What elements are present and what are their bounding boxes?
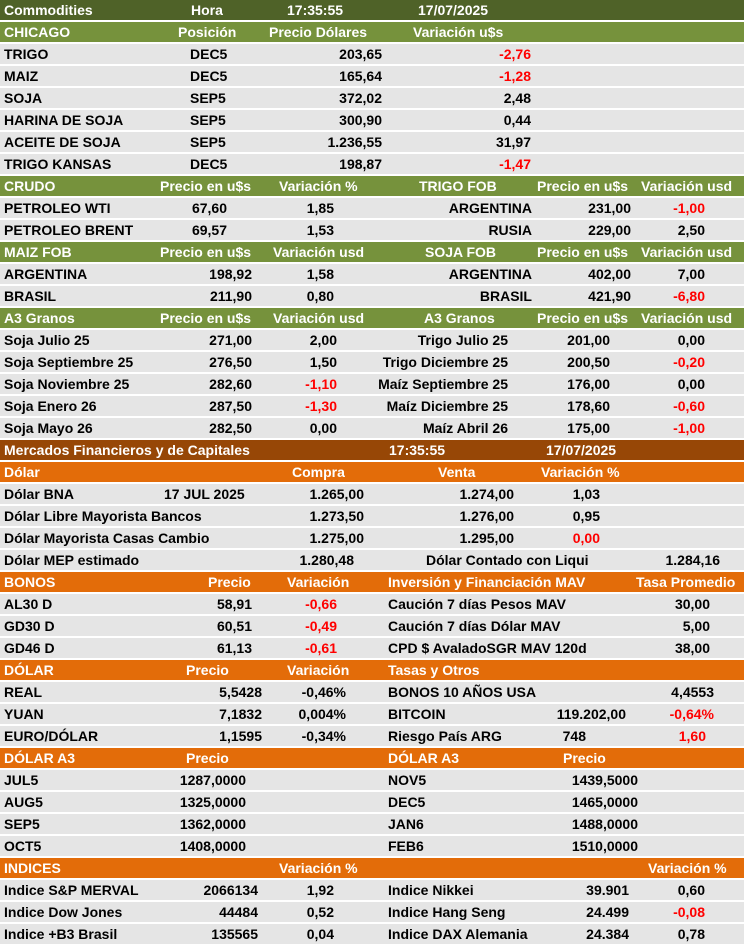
a3-right-name: Maíz Abril 26 — [422, 420, 508, 436]
chicago-col-position: Posición — [178, 24, 237, 40]
dolar-a3-left-price: 1362,0000 — [179, 816, 246, 832]
trigo-fob-variation: -1,00 — [673, 200, 705, 216]
bonos-title: BONOS — [4, 574, 56, 590]
index-right-variation: -0,08 — [673, 904, 705, 920]
commodity-price: 203,65 — [339, 46, 382, 62]
mercados-date: 17/07/2025 — [546, 442, 617, 458]
index-right-name: Indice DAX Alemania — [388, 926, 528, 942]
a3-right-name: Maíz Diciembre 25 — [386, 398, 508, 414]
mav-name: CPD $ AvaladoSGR MAV 120d — [388, 640, 587, 656]
table-row — [0, 396, 744, 417]
mercados-title: Mercados Financieros y de Capitales — [4, 442, 250, 458]
dolar-ccl-value: 1.284,16 — [665, 552, 720, 568]
a3-right-variation: -0,20 — [673, 354, 705, 370]
a3-left-title: A3 Granos — [4, 310, 75, 326]
index-right-value: 24.384 — [586, 926, 629, 942]
index-right-value: 24.499 — [586, 904, 629, 920]
soja-fob-price: 402,00 — [588, 266, 631, 282]
dolar-a3-right-price: 1439,5000 — [571, 772, 638, 788]
a3-left-variation: 0,00 — [309, 420, 337, 436]
trigo-fob-title: TRIGO FOB — [419, 178, 497, 194]
chicago-col-price: Precio Dólares — [269, 24, 368, 40]
a3-left-price: 271,00 — [209, 332, 252, 348]
dolar-a3-right-name: DEC5 — [388, 794, 426, 810]
divisa-variation: 0,004% — [298, 706, 346, 722]
commodity-position: DEC5 — [190, 68, 228, 84]
soja-fob-col-variation: Variación usd — [641, 244, 733, 260]
a3-right-variation: 0,00 — [677, 332, 705, 348]
maiz-fob-name: BRASIL — [4, 288, 57, 304]
commodity-variation: -1,47 — [499, 156, 531, 172]
divisa-variation: -0,34% — [301, 728, 346, 744]
mav-rate: 5,00 — [682, 618, 710, 634]
indices-col-variation-left: Variación % — [279, 860, 358, 876]
divisa-name: REAL — [4, 684, 43, 700]
dolar-a3-right-price: 1510,0000 — [571, 838, 638, 854]
maiz-fob-variation: 0,80 — [306, 288, 334, 304]
tasas-title: Tasas y Otros — [388, 662, 480, 678]
mav-rate: 30,00 — [674, 596, 710, 612]
dolar-bna-compra: 1.265,00 — [309, 486, 364, 502]
maiz-fob-price: 211,90 — [209, 288, 252, 304]
dolar-a3-left-name: OCT5 — [4, 838, 42, 854]
crudo-name: PETROLEO BRENT — [4, 222, 134, 238]
table-row — [0, 506, 744, 527]
a3-right-variation: -1,00 — [673, 420, 705, 436]
table-row — [0, 220, 744, 241]
divisa-name: YUAN — [4, 706, 44, 722]
soja-fob-name: ARGENTINA — [448, 266, 532, 282]
chicago-col-variation: Variación u$s — [413, 24, 504, 40]
index-left-value: 44484 — [219, 904, 258, 920]
dolar-a3-right-name: NOV5 — [388, 772, 427, 788]
index-left-variation: 0,04 — [306, 926, 334, 942]
commodity-position: SEP5 — [190, 112, 226, 128]
dolar-ccl-name: Dólar Contado con Liqui — [426, 552, 589, 568]
trigo-fob-variation: 2,50 — [677, 222, 705, 238]
trigo-fob-name: RUSIA — [488, 222, 532, 238]
crudo-variation: 1,53 — [306, 222, 334, 238]
dolar-title: Dólar — [4, 464, 40, 480]
divisas-title: DÓLAR — [4, 662, 54, 678]
indices-title: INDICES — [4, 860, 61, 876]
table-row — [0, 264, 744, 285]
dolar-libre-name: Dólar Libre Mayorista Bancos — [4, 508, 202, 524]
table-row — [0, 814, 744, 835]
soja-fob-price: 421,90 — [588, 288, 631, 304]
table-row — [0, 352, 744, 373]
table-row — [0, 616, 744, 637]
a3-right-price: 200,50 — [567, 354, 610, 370]
dolar-a3-left-name: SEP5 — [4, 816, 40, 832]
a3-left-name: Soja Mayo 26 — [4, 420, 93, 436]
crudo-title: CRUDO — [4, 178, 56, 194]
commodity-name: ACEITE DE SOJA — [4, 134, 121, 150]
index-left-variation: 0,52 — [306, 904, 334, 920]
commodity-price: 1.236,55 — [327, 134, 382, 150]
indices-header — [0, 858, 744, 879]
commodity-variation: 2,48 — [503, 90, 531, 106]
commodities-title: Commodities — [4, 2, 93, 18]
dolar-bna-name: Dólar BNA — [4, 486, 75, 502]
commodity-price: 372,02 — [339, 90, 382, 106]
header-time: 17:35:55 — [287, 2, 344, 18]
dolar-a3-right-name: JAN6 — [388, 816, 424, 832]
table-row — [0, 726, 744, 747]
commodity-variation: 0,44 — [503, 112, 531, 128]
maiz-fob-name: ARGENTINA — [4, 266, 88, 282]
bonos10-value: 4,4553 — [671, 684, 714, 700]
bitcoin-price: 119.202,00 — [556, 706, 626, 722]
bono-name: GD30 D — [4, 618, 55, 634]
a3-right-title: A3 Granos — [424, 310, 495, 326]
a3-left-variation: -1,10 — [305, 376, 337, 392]
index-left-value: 135565 — [211, 926, 258, 942]
dolar-a3-right-name: FEB6 — [388, 838, 424, 854]
index-right-variation: 0,78 — [677, 926, 705, 942]
maiz-fob-col-variation: Variación usd — [273, 244, 365, 260]
dolar-a3-left-price: 1408,0000 — [179, 838, 246, 854]
dolar-a3-right-price: 1465,0000 — [571, 794, 638, 810]
table-row — [0, 286, 744, 307]
soja-fob-variation: -6,80 — [673, 288, 705, 304]
index-left-name: Indice S&P MERVAL — [4, 882, 139, 898]
dolar-header — [0, 462, 744, 483]
dolar-bna-date: 17 JUL 2025 — [164, 486, 245, 502]
dolar-a3-right-price: 1488,0000 — [571, 816, 638, 832]
commodity-position: SEP5 — [190, 134, 226, 150]
soja-fob-col-price: Precio en u$s — [537, 244, 629, 260]
trigo-fob-price: 229,00 — [588, 222, 631, 238]
dolar-mep-name: Dólar MEP estimado — [4, 552, 140, 568]
a3-left-name: Soja Julio 25 — [4, 332, 90, 348]
a3-right-name: Trigo Julio 25 — [417, 332, 508, 348]
a3-right-price: 175,00 — [567, 420, 610, 436]
table-row — [0, 880, 744, 901]
table-row — [0, 374, 744, 395]
table-row — [0, 66, 744, 87]
trigo-fob-col-variation: Variación usd — [641, 178, 733, 194]
dolar-casas-venta: 1.295,00 — [459, 530, 514, 546]
table-row — [0, 682, 744, 703]
table-row — [0, 924, 744, 945]
index-right-name: Indice Nikkei — [388, 882, 474, 898]
maiz-fob-price: 198,92 — [209, 266, 252, 282]
a3-right-variation: 0,00 — [677, 376, 705, 392]
a3-right-name: Maíz Septiembre 25 — [378, 376, 508, 392]
maiz-soja-fob-header — [0, 242, 744, 263]
index-left-name: Indice Dow Jones — [4, 904, 123, 920]
table-row — [0, 44, 744, 65]
indices-col-variation-right: Variación % — [648, 860, 727, 876]
riesgo-variation: 1,60 — [678, 728, 706, 744]
crudo-variation: 1,85 — [306, 200, 334, 216]
a3-right-price: 178,60 — [567, 398, 610, 414]
index-left-variation: 1,92 — [306, 882, 334, 898]
crudo-name: PETROLEO WTI — [4, 200, 111, 216]
bono-name: AL30 D — [4, 596, 53, 612]
bitcoin-name: BITCOIN — [388, 706, 446, 722]
index-right-value: 39.901 — [586, 882, 629, 898]
bono-variation: -0,61 — [305, 640, 337, 656]
commodity-name: TRIGO — [4, 46, 49, 62]
dolar-col-compra: Compra — [292, 464, 345, 480]
commodity-name: SOJA — [4, 90, 43, 106]
soja-fob-variation: 7,00 — [677, 266, 705, 282]
table-row — [0, 88, 744, 109]
bono-name: GD46 D — [4, 640, 55, 656]
table-row — [0, 550, 744, 571]
dolar-a3-left-title: DÓLAR A3 — [4, 750, 76, 766]
dolar-bna-venta: 1.274,00 — [459, 486, 514, 502]
commodity-position: DEC5 — [190, 156, 228, 172]
table-row — [0, 704, 744, 725]
a3-right-price: 201,00 — [567, 332, 610, 348]
chicago-title: CHICAGO — [4, 24, 71, 40]
table-row — [0, 836, 744, 857]
table-row — [0, 484, 744, 505]
a3-left-col-price: Precio en u$s — [160, 310, 252, 326]
table-row — [0, 902, 744, 923]
bonos-col-variation: Variación — [287, 574, 350, 590]
mav-rate: 38,00 — [674, 640, 710, 656]
divisa-price: 5,5428 — [219, 684, 262, 700]
commodity-variation: -1,28 — [499, 68, 531, 84]
trigo-fob-name: ARGENTINA — [448, 200, 532, 216]
table-row — [0, 132, 744, 153]
a3-right-variation: -0,60 — [673, 398, 705, 414]
bonos-col-price: Precio — [208, 574, 251, 590]
dolar-col-venta: Venta — [438, 464, 476, 480]
maiz-fob-col-price: Precio en u$s — [160, 244, 252, 260]
a3-left-col-variation: Variación usd — [273, 310, 365, 326]
divisa-name: EURO/DÓLAR — [4, 728, 99, 744]
dolar-libre-compra: 1.273,50 — [309, 508, 364, 524]
a3-left-name: Soja Noviembre 25 — [4, 376, 130, 392]
a3-right-col-price: Precio en u$s — [537, 310, 629, 326]
chicago-header — [0, 22, 744, 43]
a3-left-name: Soja Enero 26 — [4, 398, 97, 414]
table-row — [0, 528, 744, 549]
a3-left-variation: -1,30 — [305, 398, 337, 414]
mav-col-rate: Tasa Promedio — [636, 574, 736, 590]
index-left-value: 2066134 — [203, 882, 258, 898]
trigo-fob-price: 231,00 — [588, 200, 631, 216]
crudo-price: 69,57 — [191, 222, 227, 238]
divisas-col-price: Precio — [186, 662, 229, 678]
bonos-mav-header — [0, 572, 744, 593]
index-left-name: Indice +B3 Brasil — [4, 926, 118, 942]
commodity-price: 165,64 — [339, 68, 382, 84]
bono-price: 58,91 — [216, 596, 252, 612]
hora-label: Hora — [191, 2, 223, 18]
dolar-libre-venta: 1.276,00 — [459, 508, 514, 524]
soja-fob-name: BRASIL — [479, 288, 532, 304]
table-row — [0, 792, 744, 813]
table-row — [0, 594, 744, 615]
dolar-a3-left-name: JUL5 — [4, 772, 39, 788]
a3-left-variation: 1,50 — [309, 354, 337, 370]
mav-name: Caución 7 días Pesos MAV — [388, 596, 566, 612]
commodity-name: MAIZ — [4, 68, 39, 84]
commodity-name: HARINA DE SOJA — [4, 112, 124, 128]
dolar-a3-left-price: 1325,0000 — [179, 794, 246, 810]
bono-price: 60,51 — [216, 618, 252, 634]
crudo-col-variation: Variación % — [279, 178, 358, 194]
dolar-casas-variation: 0,00 — [572, 530, 600, 546]
table-row — [0, 770, 744, 791]
bono-variation: -0,49 — [305, 618, 337, 634]
a3-right-price: 176,00 — [567, 376, 610, 392]
bitcoin-variation: -0,64% — [669, 706, 714, 722]
divisa-variation: -0,46% — [301, 684, 346, 700]
mav-name: Caución 7 días Dólar MAV — [388, 618, 561, 634]
table-row — [0, 418, 744, 439]
table-row — [0, 638, 744, 659]
mercados-header — [0, 440, 744, 461]
a3-right-col-variation: Variación usd — [641, 310, 733, 326]
dolar-casas-compra: 1.275,00 — [309, 530, 364, 546]
crudo-trigo-header — [0, 176, 744, 197]
maiz-fob-title: MAIZ FOB — [4, 244, 72, 260]
crudo-col-price: Precio en u$s — [160, 178, 252, 194]
commodity-price: 300,90 — [339, 112, 382, 128]
dolar-a3-right-col-price: Precio — [563, 750, 606, 766]
a3-left-name: Soja Septiembre 25 — [4, 354, 134, 370]
divisas-tasas-header — [0, 660, 744, 681]
index-right-name: Indice Hang Seng — [388, 904, 506, 920]
a3-granos-header — [0, 308, 744, 329]
mav-title: Inversión y Financiación MAV — [388, 574, 586, 590]
dolar-mep-value: 1.280,48 — [299, 552, 354, 568]
riesgo-name: Riesgo País ARG — [388, 728, 502, 744]
a3-left-price: 282,50 — [209, 420, 252, 436]
commodity-variation: -2,76 — [499, 46, 531, 62]
dolar-casas-name: Dólar Mayorista Casas Cambio — [4, 530, 210, 546]
bonos10-name: BONOS 10 AÑOS USA — [388, 684, 537, 700]
a3-left-price: 287,50 — [209, 398, 252, 414]
dolar-a3-right-title: DÓLAR A3 — [388, 750, 460, 766]
commodity-position: SEP5 — [190, 90, 226, 106]
trigo-fob-col-price: Precio en u$s — [537, 178, 629, 194]
header-date: 17/07/2025 — [418, 2, 489, 18]
commodities-header — [0, 0, 744, 21]
a3-left-price: 276,50 — [209, 354, 252, 370]
divisa-price: 1,1595 — [219, 728, 262, 744]
dolar-a3-left-name: AUG5 — [4, 794, 43, 810]
dolar-a3-left-price: 1287,0000 — [179, 772, 246, 788]
table-row — [0, 154, 744, 175]
index-right-variation: 0,60 — [677, 882, 705, 898]
maiz-fob-variation: 1,58 — [306, 266, 334, 282]
dolar-libre-variation: 0,95 — [572, 508, 600, 524]
table-row — [0, 330, 744, 351]
dolar-a3-left-col-price: Precio — [186, 750, 229, 766]
dolar-a3-header — [0, 748, 744, 769]
table-row — [0, 198, 744, 219]
crudo-price: 67,60 — [191, 200, 227, 216]
divisas-col-variation: Variación — [287, 662, 350, 678]
riesgo-value: 748 — [562, 728, 586, 744]
soja-fob-title: SOJA FOB — [425, 244, 497, 260]
bono-variation: -0,66 — [305, 596, 337, 612]
dolar-bna-variation: 1,03 — [572, 486, 600, 502]
mercados-time: 17:35:55 — [389, 442, 446, 458]
commodity-variation: 31,97 — [495, 134, 531, 150]
a3-left-variation: 2,00 — [309, 332, 337, 348]
commodity-price: 198,87 — [339, 156, 382, 172]
divisa-price: 7,1832 — [219, 706, 262, 722]
commodity-name: TRIGO KANSAS — [4, 156, 112, 172]
bono-price: 61,13 — [216, 640, 252, 656]
a3-right-name: Trigo Diciembre 25 — [382, 354, 508, 370]
commodity-position: DEC5 — [190, 46, 228, 62]
dolar-col-variation: Variación % — [541, 464, 620, 480]
a3-left-price: 282,60 — [209, 376, 252, 392]
table-row — [0, 110, 744, 131]
